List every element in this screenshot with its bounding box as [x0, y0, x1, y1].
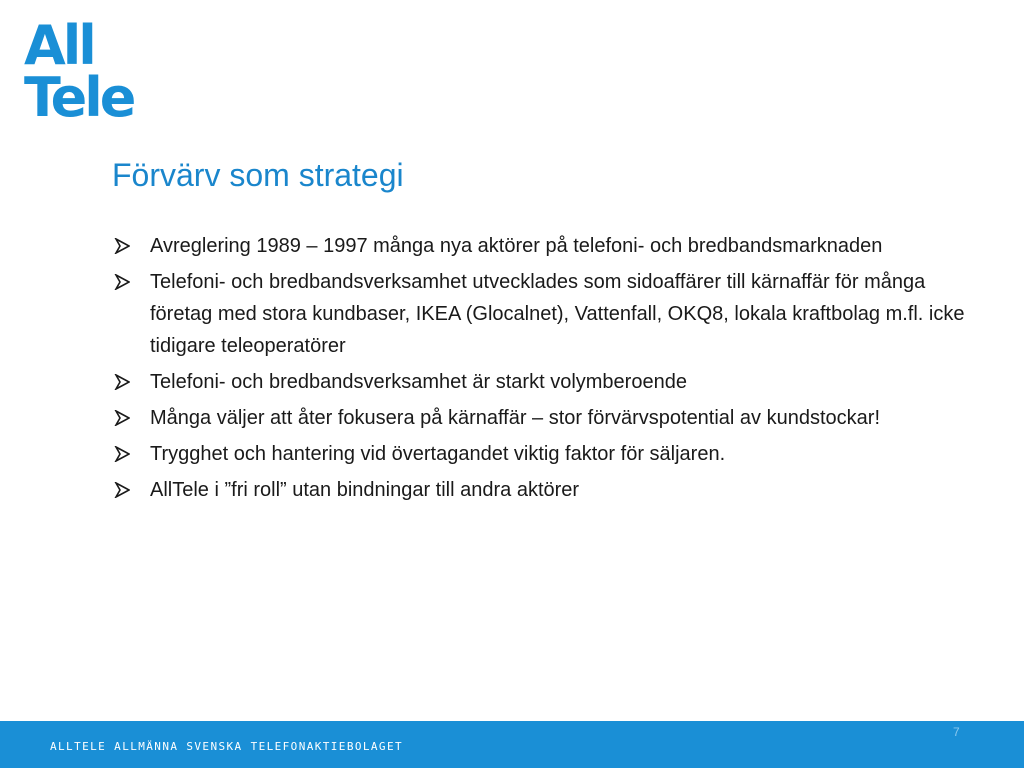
- bullet-text: Många väljer att åter fokusera på kärnaffär – stor förvärvspotential av kundstockar!: [150, 407, 880, 429]
- bullet-item: [114, 230, 974, 262]
- bullet-item: [114, 402, 974, 434]
- bullet-text: Telefoni- och bredbandsverksamhet utvecklades som sidoaffärer till kärnaffär för många företag med stora kundbaser, IKEA (Glocalnet), Vattenfall, OKQ8, lokala kraftbolag m.fl. icke tidigare teleoperatörer: [150, 271, 965, 357]
- arrowhead-bullet-icon: [114, 482, 130, 498]
- arrowhead-bullet-icon: [114, 238, 130, 254]
- bullet-text: Trygghet och hantering vid övertagandet viktig faktor för säljaren.: [150, 443, 726, 465]
- footer-company-name: ALLTELE ALLMÄNNA SVENSKA TELEFONAKTIEBOLAGET: [50, 740, 403, 753]
- logo-line-tele: Tele: [24, 66, 134, 126]
- bullet-text: Telefoni- och bredbandsverksamhet är starkt volymberoende: [150, 371, 687, 393]
- logo-line-all: All: [24, 18, 94, 77]
- arrowhead-bullet-icon: [114, 274, 130, 290]
- alltele-logo: [24, 18, 154, 126]
- arrowhead-bullet-icon: [114, 374, 130, 390]
- bullet-text: AllTele i ”fri roll” utan bindningar till andra aktörer: [150, 479, 580, 501]
- bullet-item: [114, 266, 974, 362]
- slide-title: Förvärv som strategi: [112, 157, 404, 193]
- bullet-text: Avreglering 1989 – 1997 många nya aktörer på telefoni- och bredbandsmarknaden: [150, 235, 883, 257]
- bullet-item: [114, 366, 974, 398]
- bullet-item: [114, 474, 974, 506]
- page-number: 7: [953, 725, 960, 739]
- arrowhead-bullet-icon: [114, 410, 130, 426]
- arrowhead-bullet-icon: [114, 446, 130, 462]
- bullet-item: [114, 438, 974, 470]
- footer-bar: [0, 721, 1024, 768]
- bullet-list: [114, 230, 974, 510]
